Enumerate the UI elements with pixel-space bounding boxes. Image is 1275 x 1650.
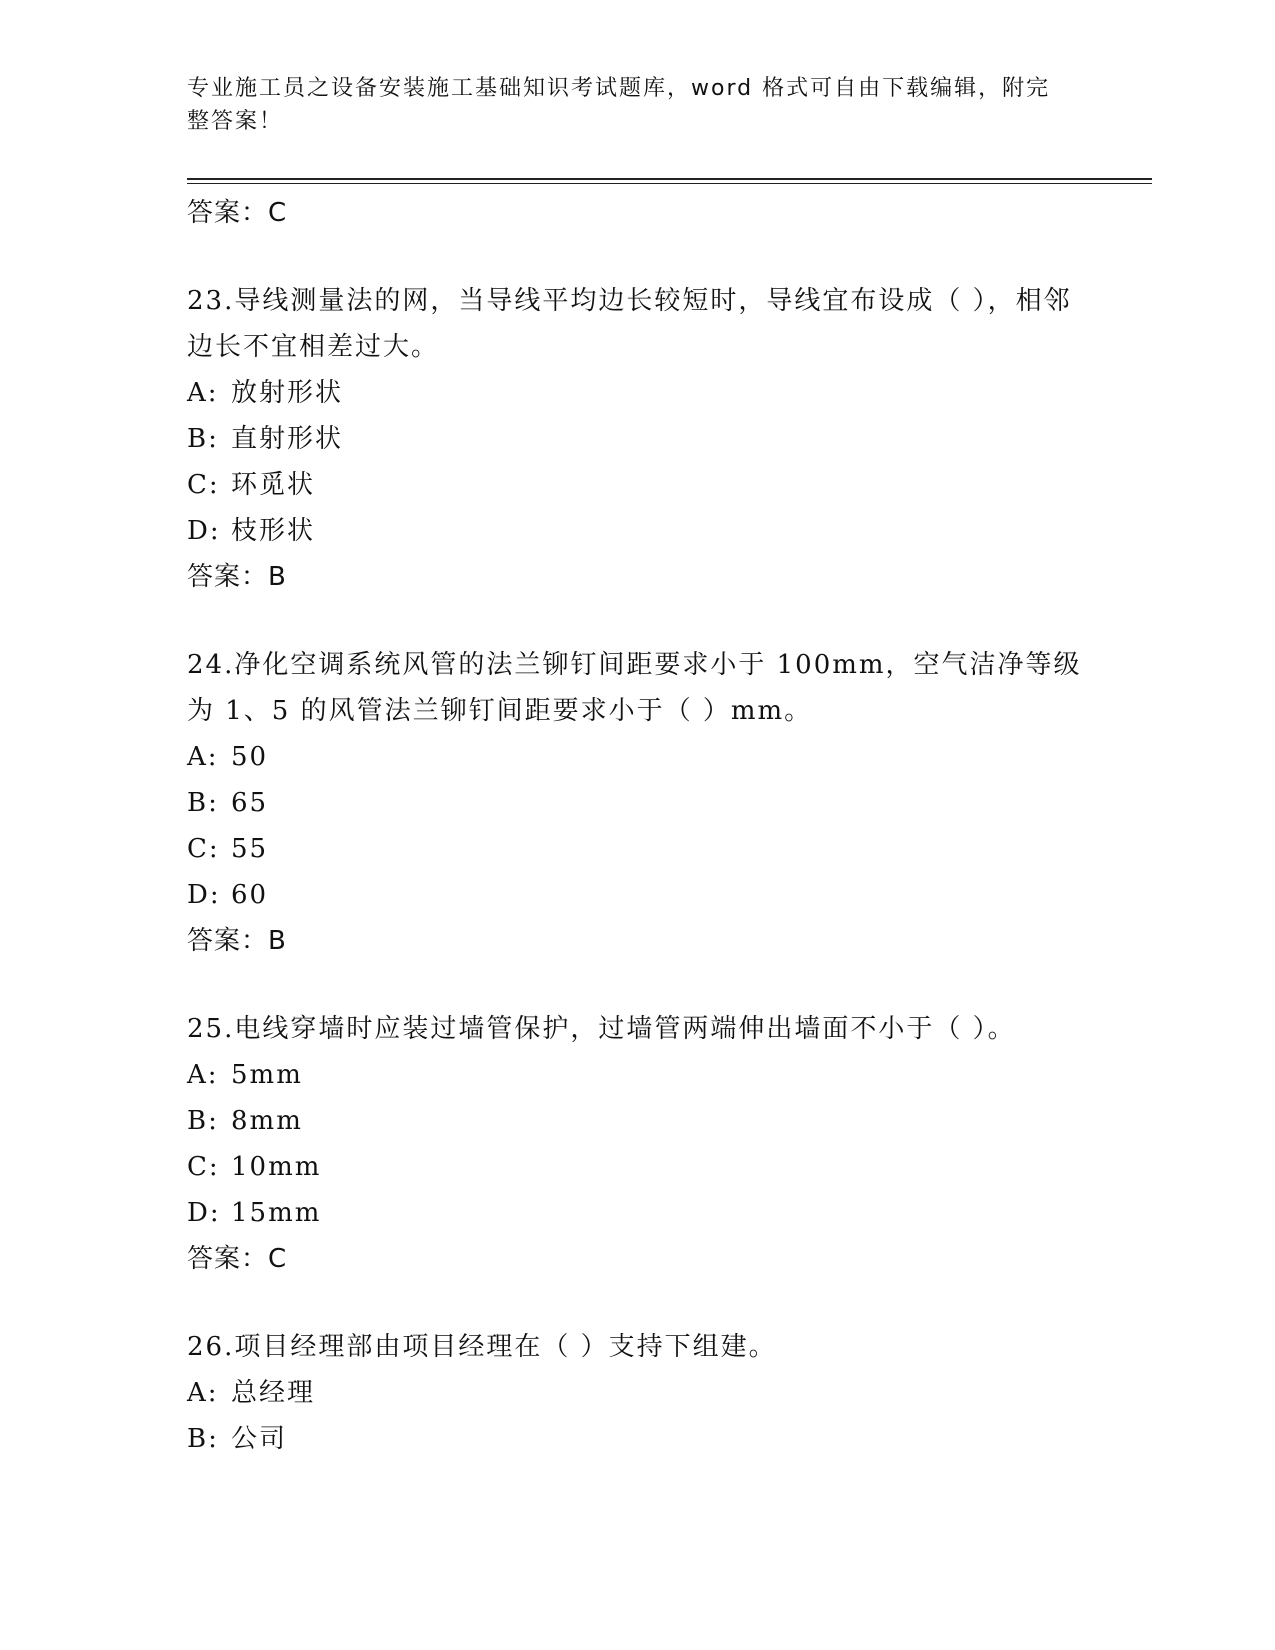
option-d [187, 508, 1087, 554]
option-text: 枝形状 [231, 516, 316, 546]
header-rule-thin [187, 183, 1152, 184]
option-label: B: [187, 788, 219, 818]
question-26 [187, 1324, 1087, 1462]
option-text: 环觅状 [231, 470, 316, 500]
option-b [187, 1416, 1087, 1462]
option-label: A: [187, 742, 219, 772]
answer-line: 答案：C [187, 1244, 288, 1274]
answer-line: 答案：B [187, 926, 287, 956]
option-label: A: [187, 378, 219, 408]
option-label: A: [187, 1060, 219, 1090]
option-a [187, 1052, 1087, 1098]
option-text: 60 [231, 880, 269, 910]
option-text: 总经理 [231, 1378, 316, 1408]
answer-line: 答案：B [187, 562, 287, 592]
question-24 [187, 642, 1087, 964]
option-label: C: [187, 834, 220, 864]
option-b [187, 780, 1087, 826]
option-b [187, 1098, 1087, 1144]
option-a [187, 734, 1087, 780]
option-label: D: [187, 1198, 221, 1228]
option-text: 放射形状 [231, 378, 344, 408]
option-label: D: [187, 880, 221, 910]
option-text: 直射形状 [231, 424, 344, 454]
document-header: 专业施工员之设备安装施工基础知识考试题库，word 格式可自由下载编辑，附完整答案！ [187, 76, 1051, 134]
option-text: 5mm [231, 1060, 303, 1090]
option-text: 50 [231, 742, 269, 772]
option-c [187, 1144, 1087, 1190]
question-23 [187, 278, 1087, 600]
option-text: 55 [231, 834, 269, 864]
option-text: 8mm [231, 1106, 303, 1136]
question-list [187, 190, 1087, 1462]
option-c [187, 826, 1087, 872]
answer-line: 答案：C [187, 198, 288, 228]
question-25 [187, 1006, 1087, 1282]
option-a [187, 1370, 1087, 1416]
question-text: 24.净化空调系统风管的法兰铆钉间距要求小于 100mm，空气洁净等级为 1、5 的风管法兰铆钉间距要求小于（ ）mm。 [187, 650, 1082, 726]
option-d [187, 1190, 1087, 1236]
option-label: C: [187, 470, 220, 500]
option-b [187, 416, 1087, 462]
question-text: 26.项目经理部由项目经理在（ ）支持下组建。 [187, 1332, 777, 1362]
option-text: 15mm [231, 1198, 322, 1228]
header-rule-thick [187, 178, 1152, 180]
option-label: B: [187, 1424, 219, 1454]
option-label: B: [187, 424, 219, 454]
option-label: D: [187, 516, 221, 546]
option-text: 10mm [231, 1152, 322, 1182]
option-c [187, 462, 1087, 508]
option-label: A: [187, 1378, 219, 1408]
question-text: 23.导线测量法的网，当导线平均边长较短时，导线宜布设成（ ），相邻边长不宜相差过大。 [187, 286, 1072, 362]
option-text: 公司 [231, 1424, 288, 1454]
option-label: B: [187, 1106, 219, 1136]
option-label: C: [187, 1152, 220, 1182]
option-d [187, 872, 1087, 918]
option-a [187, 370, 1087, 416]
question-text: 25.电线穿墙时应装过墙管保护，过墙管两端伸出墙面不小于（ ）。 [187, 1014, 1016, 1044]
option-text: 65 [231, 788, 269, 818]
